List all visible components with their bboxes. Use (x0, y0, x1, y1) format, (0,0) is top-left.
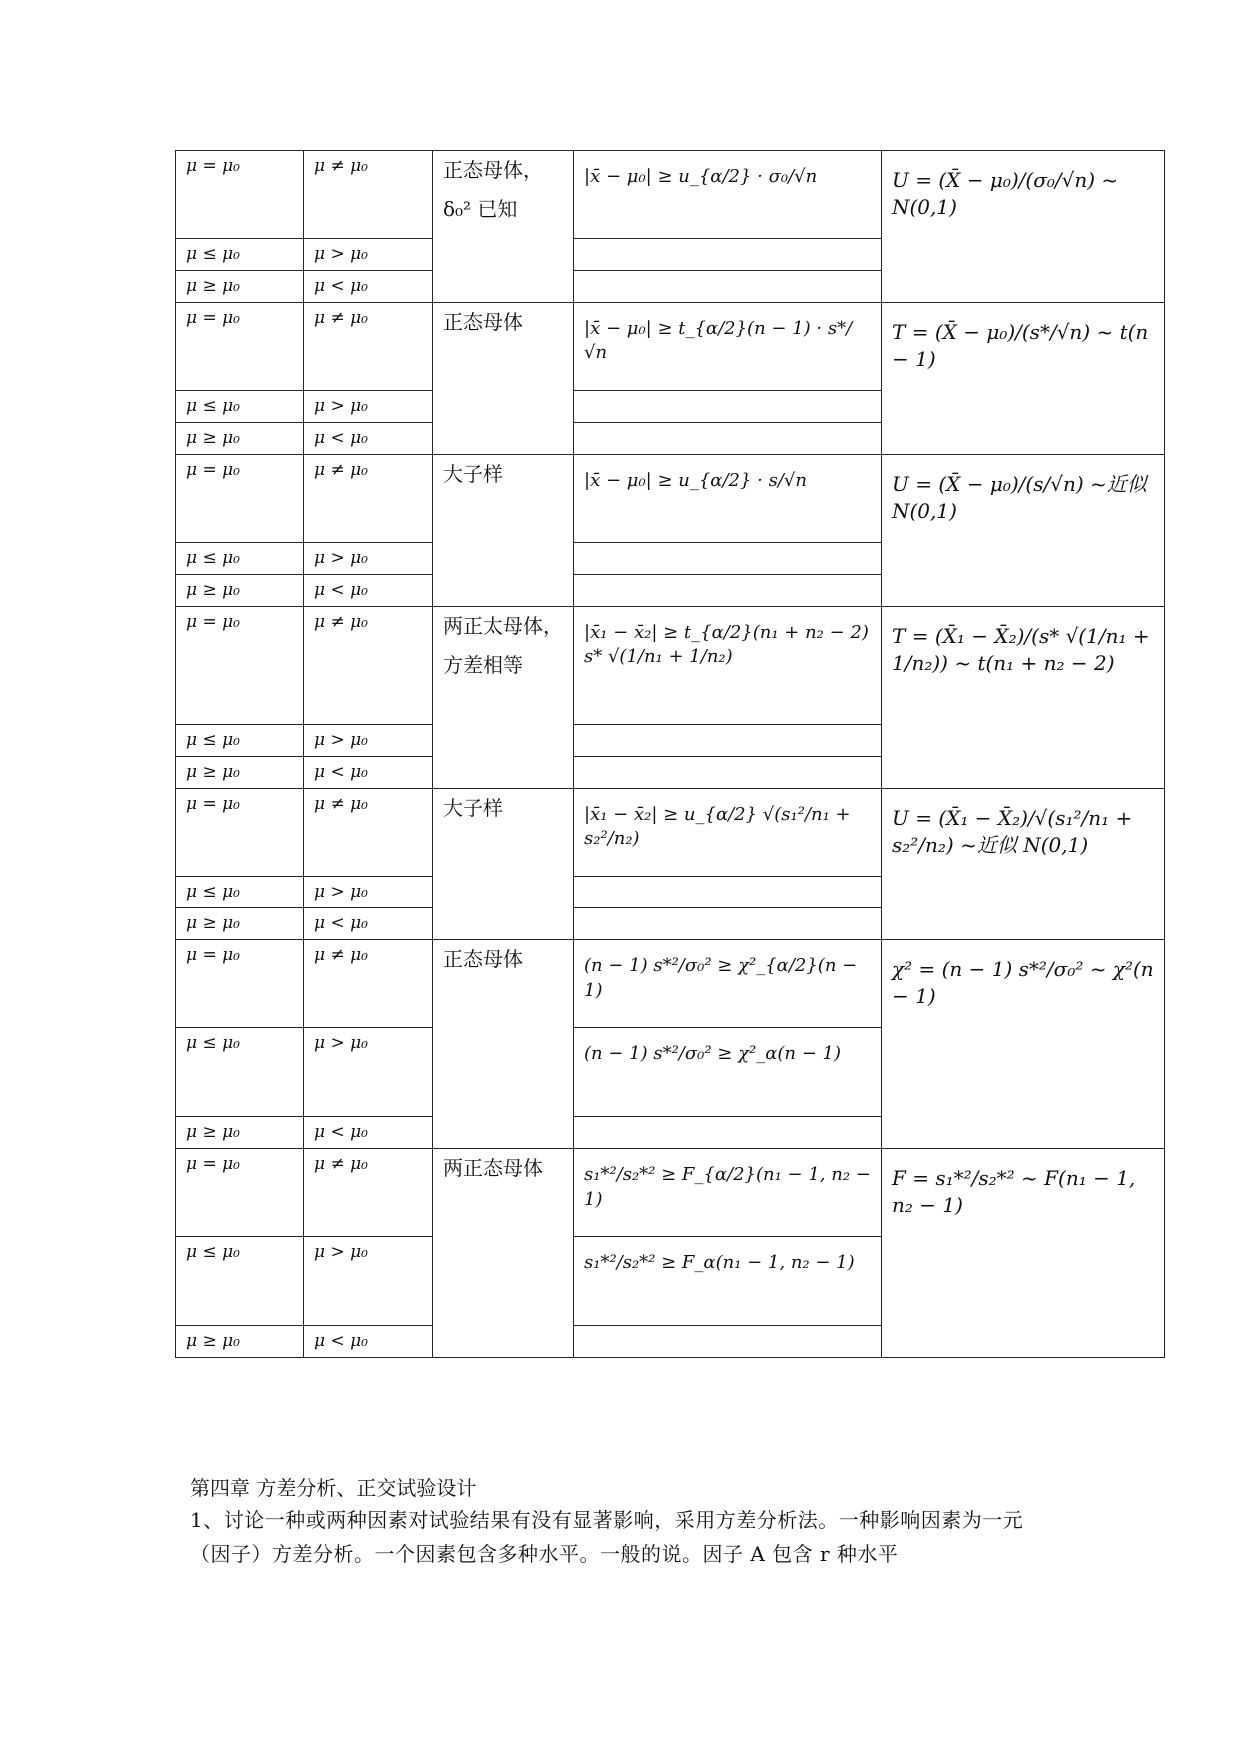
null-hypothesis-cell: μ = μ₀ (176, 940, 304, 1028)
test-statistic-formula: U = (X̄₁ − X̄₂)/√(s₁²/n₁ + s₂²/n₂) ~近似 N(0,1) (892, 805, 1133, 857)
null-hypothesis-cell: μ = μ₀ (176, 1149, 304, 1237)
population-condition-cell (433, 151, 574, 303)
condition-line: 正态母体 (443, 309, 523, 334)
alternative-hypothesis-cell: μ < μ₀ (304, 908, 433, 940)
alternative-hypothesis-cell: μ ≠ μ₀ (304, 454, 433, 542)
rejection-region-formula: |x̄ − μ₀| ≥ u_{α/2} · s/√n (584, 469, 807, 491)
rejection-region-cell (574, 724, 882, 756)
chapter-heading: 第四章 方差分析、正交试验设计 (190, 1476, 477, 1500)
rejection-region-formula: |x̄ − μ₀| ≥ t_{α/2}(n − 1) · s*/√n (584, 317, 853, 364)
condition-line: 正态母体 (443, 947, 523, 972)
alternative-hypothesis-cell: μ ≠ μ₀ (304, 606, 433, 724)
rejection-region-cell (574, 302, 882, 390)
table-row (176, 151, 1165, 239)
null-hypothesis-cell: μ ≥ μ₀ (176, 422, 304, 454)
table-row (176, 606, 1165, 724)
rejection-region-cell (574, 1326, 882, 1358)
test-statistic-cell (882, 1149, 1165, 1358)
population-condition-cell (433, 454, 574, 606)
null-hypothesis-cell: μ ≥ μ₀ (176, 756, 304, 788)
test-statistic-formula: T = (X̄₁ − X̄₂)/(s* √(1/n₁ + 1/n₂)) ~ t(n₁ + n₂ − 2) (892, 623, 1150, 675)
null-hypothesis-cell: μ ≤ μ₀ (176, 1028, 304, 1117)
rejection-region-cell (574, 876, 882, 908)
alternative-hypothesis-cell: μ ≠ μ₀ (304, 151, 433, 239)
null-hypothesis-cell: μ = μ₀ (176, 302, 304, 390)
alternative-hypothesis-cell: μ < μ₀ (304, 270, 433, 302)
condition-line: 正态母体， (443, 158, 543, 182)
null-hypothesis-cell: μ ≥ μ₀ (176, 1117, 304, 1149)
condition-line: 两正态母体 (443, 1156, 543, 1181)
condition-line: 大子样 (443, 795, 503, 820)
rejection-region-cell (574, 1149, 882, 1237)
test-statistic-formula: U = (X̄ − μ₀)/(s/√n) ~近似 N(0,1) (892, 471, 1147, 523)
rejection-region-cell (574, 908, 882, 940)
null-hypothesis-cell: μ ≥ μ₀ (176, 270, 304, 302)
rejection-region-formula: (n − 1) s*²/σ₀² ≥ χ²_α(n − 1) (584, 1043, 841, 1065)
rejection-region-formula: |x̄₁ − x̄₂| ≥ u_{α/2} √(s₁²/n₁ + s₂²/n₂) (584, 803, 851, 849)
population-condition-cell (433, 606, 574, 788)
condition-line: 大子样 (443, 461, 503, 486)
rejection-region-cell (574, 1117, 882, 1149)
rejection-region-formula: s₁*²/s₂*² ≥ F_{α/2}(n₁ − 1, n₂ − 1) (584, 1164, 871, 1210)
table-row (176, 454, 1165, 542)
alternative-hypothesis-cell: μ > μ₀ (304, 239, 433, 271)
test-statistic-formula: F = s₁*²/s₂*² ~ F(n₁ − 1, n₂ − 1) (892, 1166, 1136, 1218)
null-hypothesis-cell: μ = μ₀ (176, 788, 304, 876)
null-hypothesis-cell: μ ≥ μ₀ (176, 908, 304, 940)
population-condition-cell (433, 302, 574, 454)
population-condition-cell (433, 788, 574, 940)
rejection-region-formula: |x̄₁ − x̄₂| ≥ t_{α/2}(n₁ + n₂ − 2) s* √(1/n₁ + 1/n₂) (584, 621, 869, 667)
population-condition-cell (433, 1149, 574, 1358)
condition-line: δ₀² 已知 (443, 197, 518, 221)
alternative-hypothesis-cell: μ > μ₀ (304, 1237, 433, 1326)
null-hypothesis-cell: μ ≤ μ₀ (176, 239, 304, 271)
alternative-hypothesis-cell: μ < μ₀ (304, 756, 433, 788)
alternative-hypothesis-cell: μ > μ₀ (304, 1028, 433, 1117)
rejection-region-cell (574, 1237, 882, 1326)
test-statistic-cell (882, 151, 1165, 303)
test-statistic-cell (882, 788, 1165, 940)
alternative-hypothesis-cell: μ > μ₀ (304, 724, 433, 756)
rejection-region-cell (574, 454, 882, 542)
test-statistic-cell (882, 940, 1165, 1149)
alternative-hypothesis-cell: μ ≠ μ₀ (304, 302, 433, 390)
rejection-region-cell (574, 606, 882, 724)
alternative-hypothesis-cell: μ < μ₀ (304, 1326, 433, 1358)
alternative-hypothesis-cell: μ ≠ μ₀ (304, 1149, 433, 1237)
rejection-region-formula: s₁*²/s₂*² ≥ F_α(n₁ − 1, n₂ − 1) (584, 1252, 855, 1274)
test-statistic-formula: χ² = (n − 1) s*²/σ₀² ~ χ²(n − 1) (892, 957, 1154, 1009)
alternative-hypothesis-cell: μ < μ₀ (304, 1117, 433, 1149)
null-hypothesis-cell: μ ≤ μ₀ (176, 542, 304, 574)
rejection-region-formula: (n − 1) s*²/σ₀² ≥ χ²_{α/2}(n − 1) (584, 955, 858, 1001)
alternative-hypothesis-cell: μ < μ₀ (304, 422, 433, 454)
rejection-region-cell (574, 574, 882, 606)
rejection-region-cell (574, 788, 882, 876)
table-row (176, 1149, 1165, 1237)
table-row (176, 302, 1165, 390)
test-statistic-cell (882, 454, 1165, 606)
rejection-region-cell (574, 940, 882, 1028)
null-hypothesis-cell: μ = μ₀ (176, 606, 304, 724)
null-hypothesis-cell: μ = μ₀ (176, 454, 304, 542)
rejection-region-cell (574, 390, 882, 422)
table-row (176, 788, 1165, 876)
null-hypothesis-cell: μ ≥ μ₀ (176, 1326, 304, 1358)
alternative-hypothesis-cell: μ > μ₀ (304, 542, 433, 574)
rejection-region-cell (574, 1028, 882, 1117)
population-condition-cell (433, 940, 574, 1149)
test-statistic-formula: T = (X̄ − μ₀)/(s*/√n) ~ t(n − 1) (892, 319, 1149, 371)
rejection-region-cell (574, 270, 882, 302)
hypothesis-test-table (175, 150, 1164, 1358)
test-statistic-formula: U = (X̄ − μ₀)/(σ₀/√n) ~ N(0,1) (892, 168, 1119, 219)
alternative-hypothesis-cell: μ < μ₀ (304, 574, 433, 606)
rejection-region-cell (574, 422, 882, 454)
alternative-hypothesis-cell: μ ≠ μ₀ (304, 788, 433, 876)
null-hypothesis-cell: μ ≤ μ₀ (176, 1237, 304, 1326)
table-row (176, 940, 1165, 1028)
rejection-region-cell (574, 542, 882, 574)
null-hypothesis-cell: μ ≤ μ₀ (176, 390, 304, 422)
rejection-region-cell (574, 151, 882, 239)
condition-line: 两正太母体， (443, 613, 563, 638)
body-paragraph: 1、讨论一种或两种因素对试验结果有没有显著影响，采用方差分析法。一种影响因素为一元（因子）方差分析。一个因素包含多种水平。一般的说。因子 A 包含 r 种水平 (190, 1508, 1024, 1566)
condition-line: 方差相等 (443, 652, 523, 677)
null-hypothesis-cell: μ ≤ μ₀ (176, 724, 304, 756)
test-statistic-cell (882, 606, 1165, 788)
null-hypothesis-cell: μ ≥ μ₀ (176, 574, 304, 606)
rejection-region-cell (574, 239, 882, 271)
null-hypothesis-cell: μ = μ₀ (176, 151, 304, 239)
null-hypothesis-cell: μ ≤ μ₀ (176, 876, 304, 908)
alternative-hypothesis-cell: μ > μ₀ (304, 390, 433, 422)
alternative-hypothesis-cell: μ ≠ μ₀ (304, 940, 433, 1028)
test-statistic-cell (882, 302, 1165, 454)
rejection-region-cell (574, 756, 882, 788)
rejection-region-formula: |x̄ − μ₀| ≥ u_{α/2} · σ₀/√n (584, 166, 818, 187)
alternative-hypothesis-cell: μ > μ₀ (304, 876, 433, 908)
